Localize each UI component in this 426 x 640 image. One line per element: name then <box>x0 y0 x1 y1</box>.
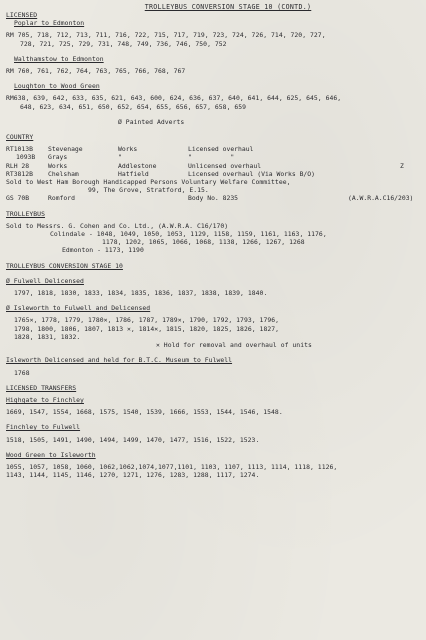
status-text: Unlicensed overhaul <box>188 161 262 170</box>
gs-ref: (A.W.R.A.C16/203) <box>348 194 414 203</box>
btc-museum-line: 1768 <box>14 368 30 377</box>
status-text: " " <box>188 153 235 162</box>
isleworth-heading: Ø Isleworth to Fulwell and Delicensed <box>6 304 151 313</box>
status-text: Licensed overhaul <box>188 145 254 154</box>
from-location: Works <box>48 161 68 170</box>
fulwell-heading: Ø Fulwell Delicensed <box>6 276 84 285</box>
from-location: Stevenage <box>48 145 83 154</box>
country-sold-line-1: Sold to West Ham Borough Handicapped Persons Voluntary Welfare Committee, <box>6 178 291 187</box>
painted-adverts-note: Ø Painted Adverts <box>118 117 185 126</box>
conversion-heading: TROLLEYBUS CONVERSION STAGE 10 <box>6 261 123 270</box>
vehicle-code: RT1013B <box>6 145 33 154</box>
isleworth-line-2: 1798, 1800, 1806, 1807, 1813 ✕, 1814✕, 1815, 1820, 1825, 1826, 1827, <box>14 324 280 333</box>
extra-mark: Z <box>400 161 404 170</box>
country-table <box>6 145 420 178</box>
poplar-line-2: 728, 721, 725, 729, 731, 748, 749, 736, 746, 750, 752 <box>20 39 227 48</box>
highgate-line: 1669, 1547, 1554, 1668, 1575, 1540, 1539, 1666, 1553, 1544, 1546, 1548. <box>6 408 283 417</box>
country-row <box>6 145 420 153</box>
country-row <box>6 170 420 178</box>
isleworth-line-1: 1765✕, 1778, 1779, 1780✕, 1786, 1787, 1789✕, 1790, 1792, 1793, 1796, <box>14 316 280 325</box>
fulwell-line: 1797, 1818, 1830, 1833, 1834, 1835, 1836, 1837, 1838, 1839, 1840. <box>14 289 268 298</box>
gs-body: Body No. 8235 <box>188 194 239 203</box>
colindale-line-2: 1178, 1202, 1065, 1066, 1068, 1138, 1266, 1267, 1268 <box>102 238 305 247</box>
to-location: Works <box>118 145 138 154</box>
woodgreen-line-1: 1055, 1057, 1058, 1060, 1062,1062,1074,1077,1101, 1103, 1107, 1113, 1114, 1118, 1126, <box>6 462 338 471</box>
gs-code: GS 70B <box>6 194 30 203</box>
isleworth-line-3: 1828, 1831, 1832. <box>14 332 81 341</box>
country-sold-line-2: 99, The Grove, Stratford, E.15. <box>88 186 209 195</box>
btc-museum-heading: Isleworth Delicensed and held for B.T.C. Museum to Fulwell <box>6 356 233 365</box>
gs-place: Romford <box>48 194 75 203</box>
walthamstow-heading: Walthamstow to Edmonton <box>14 54 104 63</box>
to-location: Hatfield <box>118 169 149 178</box>
country-row <box>6 162 420 170</box>
to-location: " <box>118 153 122 162</box>
poplar-line-1: RM 705, 718, 712, 713, 711, 716, 722, 715, 717, 719, 723, 724, 726, 714, 720, 727, <box>6 31 326 40</box>
gs-row <box>6 194 420 202</box>
country-row <box>6 153 420 161</box>
from-location: Grays <box>48 153 68 162</box>
vehicle-code: 1093B <box>16 153 36 162</box>
page-title: TROLLEYBUS CONVERSION STAGE 10 (CONTD.) <box>144 3 312 11</box>
vehicle-code: RLH 28 <box>6 161 30 170</box>
loughton-heading: Loughton to Wood Green <box>14 82 100 91</box>
vehicle-code: RT3812B <box>6 169 33 178</box>
edmonton-line: Edmonton - 1173, 1190 <box>62 246 144 255</box>
colindale-line-1: Colindale - 1048, 1049, 1050, 1053, 1129, 1158, 1159, 1161, 1163, 1176, <box>50 230 327 239</box>
poplar-heading: Poplar to Edmonton <box>14 19 85 28</box>
trolleybus-sold: Sold to Messrs. G. Cohen and Co. Ltd., (A.W.R.A. C16/170) <box>6 221 229 230</box>
walthamstow-line-1: RM 760, 761, 762, 764, 763, 765, 766, 768, 767 <box>6 67 186 76</box>
to-location: Addlestone <box>118 161 157 170</box>
country-heading: COUNTRY <box>6 133 34 142</box>
loughton-line-2: 648, 623, 634, 651, 650, 652, 654, 655, 656, 657, 658, 659 <box>20 102 247 111</box>
loughton-line-1: RM638, 639, 642, 633, 635, 621, 643, 600, 624, 636, 637, 640, 641, 644, 625, 645, 646, <box>6 94 342 103</box>
licensed-heading: LICENSED <box>6 11 38 19</box>
trolleybus-heading: TROLLEYBUS <box>6 209 45 218</box>
highgate-heading: Highgate to Finchley <box>6 395 84 404</box>
woodgreen-line-2: 1143, 1144, 1145, 1146, 1270, 1271, 1276, 1283, 1288, 1117, 1274. <box>6 471 260 480</box>
from-location: Chelsham <box>48 169 79 178</box>
hold-note: ✕ Hold for removal and overhaul of units <box>156 341 312 350</box>
woodgreen-heading: Wood Green to Isleworth <box>6 450 96 459</box>
finchley-line: 1518, 1505, 1491, 1490, 1494, 1499, 1470, 1477, 1516, 1522, 1523. <box>6 435 260 444</box>
status-text: Licensed overhaul (Via Works B/O) <box>188 169 315 178</box>
finchley-heading: Finchley to Fulwell <box>6 423 81 432</box>
transfers-heading: LICENSED TRANSFERS <box>6 383 77 392</box>
